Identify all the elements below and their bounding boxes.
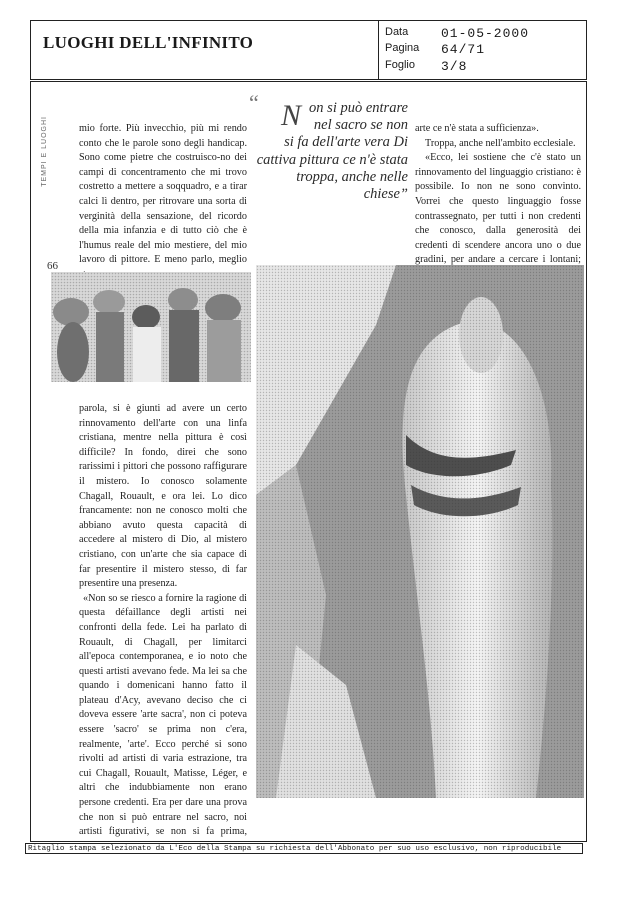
col2-paragraph: «Ecco, lei sostiene che c'è stato un rinnovamento del linguaggio cristiano: è possibile. Io non ne sono convinto. Vorrei che questo linguaggio fosse contrassegnato, per tutti i non credenti che conosco, dalla generosità dei credenti di scendere ancora uno o due gradini, per andare a cercare i lontani; xyxy=(415,152,581,266)
quote-close-mark: ” xyxy=(399,186,408,203)
page-value: 64/71 xyxy=(441,42,486,57)
figures-photo xyxy=(51,272,251,382)
header-title-cell xyxy=(31,21,379,79)
quote-text: on si può entrare nel sacro se non si fa dell'arte vera Di cattiva pittura ce n'è stata troppa, anche nelle chiese xyxy=(256,100,408,203)
date-value: 01-05-2000 xyxy=(441,26,530,41)
page-number: 66 xyxy=(47,260,58,272)
clipping-header xyxy=(30,20,587,80)
clipping-disclaimer: Ritaglio stampa selezionato da L'Eco della Stampa su richiesta dell'Abbonato per suo uso esclusivo, non riproducibile xyxy=(25,843,583,854)
pull-quote xyxy=(253,100,408,203)
quote-open-mark: “ xyxy=(249,90,259,115)
quote-initial: N xyxy=(281,99,302,132)
page-label: Pagina xyxy=(385,42,420,54)
sheet-label: Foglio xyxy=(385,59,415,71)
painting-photo xyxy=(256,265,584,798)
clipping-page xyxy=(30,81,587,842)
col3-paragraph: «Non so se riesco a fornire la ragione di questa défaillance degli artisti nei confronti della fede. Lei ha parlato di Rouault, di Chagall, per limitarci all'epoca contemporanea, e io noto che questi artisti avevano fede. Ma lei sa che quando i domenicani hanno fatto il plateau d'Acy, avevano deciso che ci doveva essere 'arte sacra', non ci poteva essere 'sacro' se prima non c'era, realmente, 'arte'. Ecco perché si sono rivolti ad artisti di varia estrazione, tra cui Chagall, Rouault, Matisse, Léger, e altri che indubbiamente non erano persone credenti. Era per dare una prova che non si può entrare nel sacro, noi artisti figurativi, se non si fa prima, xyxy=(79,592,247,838)
publication-title: LUOGHI DELL'INFINITO xyxy=(43,33,254,52)
col2-paragraph: arte ce n'è stata a sufficienza». xyxy=(415,123,539,134)
col2-paragraph: Troppa, anche nell'ambito ecclesiale. xyxy=(425,137,576,149)
date-label: Data xyxy=(385,26,409,38)
sheet-value: 3/8 xyxy=(441,59,468,74)
col1-paragraph: mio forte. Più invecchio, più mi rendo conto che le parole sono degli handicap. Sono come pietre che costruisco-no dei campi di concentramento che mi trovo costretto a mettere a soqquadro, e a tirar calci lì dentro, per ritrovare una sorta di verginità della sensazione, del ricordo della mia infanzia e di tutto ciò che è l'humus reale del mio mestiere, del mio lavoro di pittore. E meno parlo, meglio xyxy=(79,123,247,266)
meta-sheet-row xyxy=(385,59,467,74)
meta-page-row xyxy=(385,42,485,57)
article-column-1 xyxy=(79,122,247,297)
col3-paragraph: parola, si è giunti ad avere un certo rinnovamento dell'arte con una linfa cristiana, mentre nella pittura è così difficile? In fondo, direi che sono rarissimi i pittori che possono raffigurare il mistero. Io conosco solamente Chagall, Rouault, e ora lei. Lo dico francamente: non ne conosco molti che abbiano avuto questa capacità di accedere al mistero di Dio, al mistero cristiano, con un'arte che sia capace di far presentire il mistero stesso, di far presentire una presenza. xyxy=(79,403,247,590)
article-column-3 xyxy=(79,402,247,842)
meta-date-row xyxy=(385,26,529,41)
section-side-label: TEMPI E LUOGHI xyxy=(41,116,48,187)
